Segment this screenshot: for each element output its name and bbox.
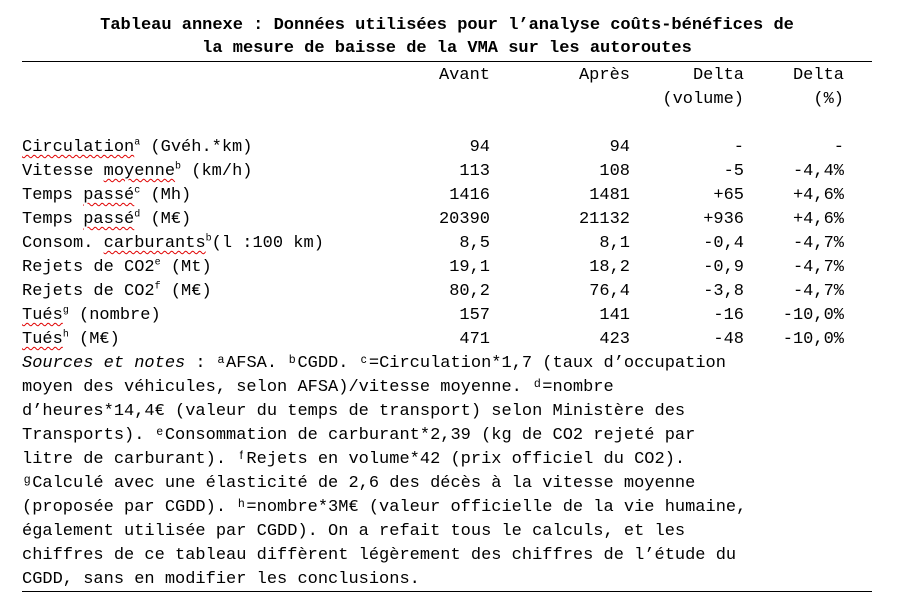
table-row xyxy=(22,280,872,304)
cell-delta-volume: -48 xyxy=(713,330,744,349)
cell-apres: 141 xyxy=(599,306,630,325)
cell-delta-volume: -16 xyxy=(713,306,744,325)
header-delta-volume-line1: Delta xyxy=(692,66,744,85)
notes-line: chiffres de ce tableau diffèrent légèrement des chiffres de l’étude du xyxy=(22,546,737,565)
title-line-2: la mesure de baisse de la VMA sur les autoroutes xyxy=(202,39,692,58)
cell-avant: 113 xyxy=(459,162,490,181)
cell-apres: 94 xyxy=(609,138,630,157)
notes-line: litre de carburant). ᶠRejets en volume*42 (prix officiel du CO2). xyxy=(22,450,686,469)
cell-delta-volume: -5 xyxy=(723,162,744,181)
cell-delta-pct: -4,7% xyxy=(792,282,844,301)
row-label: Consom. carburants$^b$(l :100 km) xyxy=(22,233,324,253)
header-delta-volume-line2: (volume) xyxy=(662,90,744,109)
header-avant: Avant xyxy=(438,66,490,85)
row-label: Tués$^h$ (M€) xyxy=(22,329,120,349)
table-row xyxy=(22,184,872,208)
notes-line: CGDD, sans en modifier les conclusions. xyxy=(22,570,420,589)
cell-avant: 157 xyxy=(459,306,490,325)
cell-avant: 19,1 xyxy=(449,258,490,277)
notes-line: moyen des véhicules, selon AFSA)/vitesse moyenne. ᵈ=nombre xyxy=(22,378,614,397)
cell-delta-pct: -4,7% xyxy=(792,258,844,277)
cell-delta-pct: +4,6% xyxy=(792,210,844,229)
cell-delta-volume: +936 xyxy=(703,210,744,229)
cell-avant: 94 xyxy=(469,138,490,157)
cell-delta-pct: - xyxy=(833,138,844,157)
table-row xyxy=(22,328,872,352)
notes-line: ᵍCalculé avec une élasticité de 2,6 des décès à la vitesse moyenne xyxy=(22,474,696,493)
row-label: Tués$^g$ (nombre) xyxy=(22,305,161,325)
cell-avant: 8,5 xyxy=(459,234,490,253)
header-apres: Après xyxy=(578,66,630,85)
cell-delta-pct: -10,0% xyxy=(782,306,844,325)
cell-delta-volume: -0,9 xyxy=(703,258,744,277)
cell-avant: 1416 xyxy=(449,186,490,205)
row-label: Circulation$^a$ (Gvéh.*km) xyxy=(22,137,253,157)
cell-apres: 18,2 xyxy=(589,258,630,277)
cell-delta-pct: +4,6% xyxy=(792,186,844,205)
cell-delta-volume: -3,8 xyxy=(703,282,744,301)
cell-delta-pct: -4,7% xyxy=(792,234,844,253)
header-delta-pct-line1: Delta xyxy=(792,66,844,85)
title-line-1: Tableau annexe : Données utilisées pour l’analyse coûts-bénéfices de xyxy=(100,16,794,35)
notes-line: Sources et notes : ᵃAFSA. ᵇCGDD. ᶜ=Circulation*1,7 (taux d’occupation xyxy=(22,354,726,373)
notes-lead: Sources et notes xyxy=(22,354,186,373)
cell-delta-pct: -10,0% xyxy=(782,330,844,349)
cell-avant: 471 xyxy=(459,330,490,349)
row-label: Temps passé$^d$ (M€) xyxy=(22,209,192,229)
table-row xyxy=(22,304,872,328)
notes-line: Transports). ᵉConsommation de carburant*2,39 (kg de CO2 rejeté par xyxy=(22,426,696,445)
notes-line: également utilisée par CGDD). On a refait tous le calculs, et les xyxy=(22,522,686,541)
cell-apres: 423 xyxy=(599,330,630,349)
bottom-rule xyxy=(22,591,872,592)
notes-line: d’heures*14,4€ (valeur du temps de transport) selon Ministère des xyxy=(22,402,686,421)
cell-avant: 80,2 xyxy=(449,282,490,301)
cell-delta-volume: - xyxy=(733,138,744,157)
cell-avant: 20390 xyxy=(438,210,490,229)
cell-apres: 1481 xyxy=(589,186,630,205)
header-delta-pct-line2: (%) xyxy=(813,90,844,109)
table-title xyxy=(22,14,872,60)
cell-delta-pct: -4,4% xyxy=(792,162,844,181)
table-row xyxy=(22,136,872,160)
table-row xyxy=(22,256,872,280)
row-label: Temps passé$^c$ (Mh) xyxy=(22,185,192,205)
row-label: Rejets de CO2e (Mt) xyxy=(22,257,212,277)
notes-line: (proposée par CGDD). ʰ=nombre*3M€ (valeur officielle de la vie humaine, xyxy=(22,498,747,517)
cell-apres: 108 xyxy=(599,162,630,181)
cell-apres: 76,4 xyxy=(589,282,630,301)
row-label: Rejets de CO2$^f$ (M€) xyxy=(22,281,212,301)
table-row xyxy=(22,208,872,232)
table-row xyxy=(22,160,872,184)
cell-delta-volume: -0,4 xyxy=(703,234,744,253)
top-rule xyxy=(22,61,872,62)
row-label: Vitesse moyenne$^b$ (km/h) xyxy=(22,161,253,181)
cell-apres: 8,1 xyxy=(599,234,630,253)
cell-delta-volume: +65 xyxy=(713,186,744,205)
cell-apres: 21132 xyxy=(578,210,630,229)
table-row xyxy=(22,232,872,256)
